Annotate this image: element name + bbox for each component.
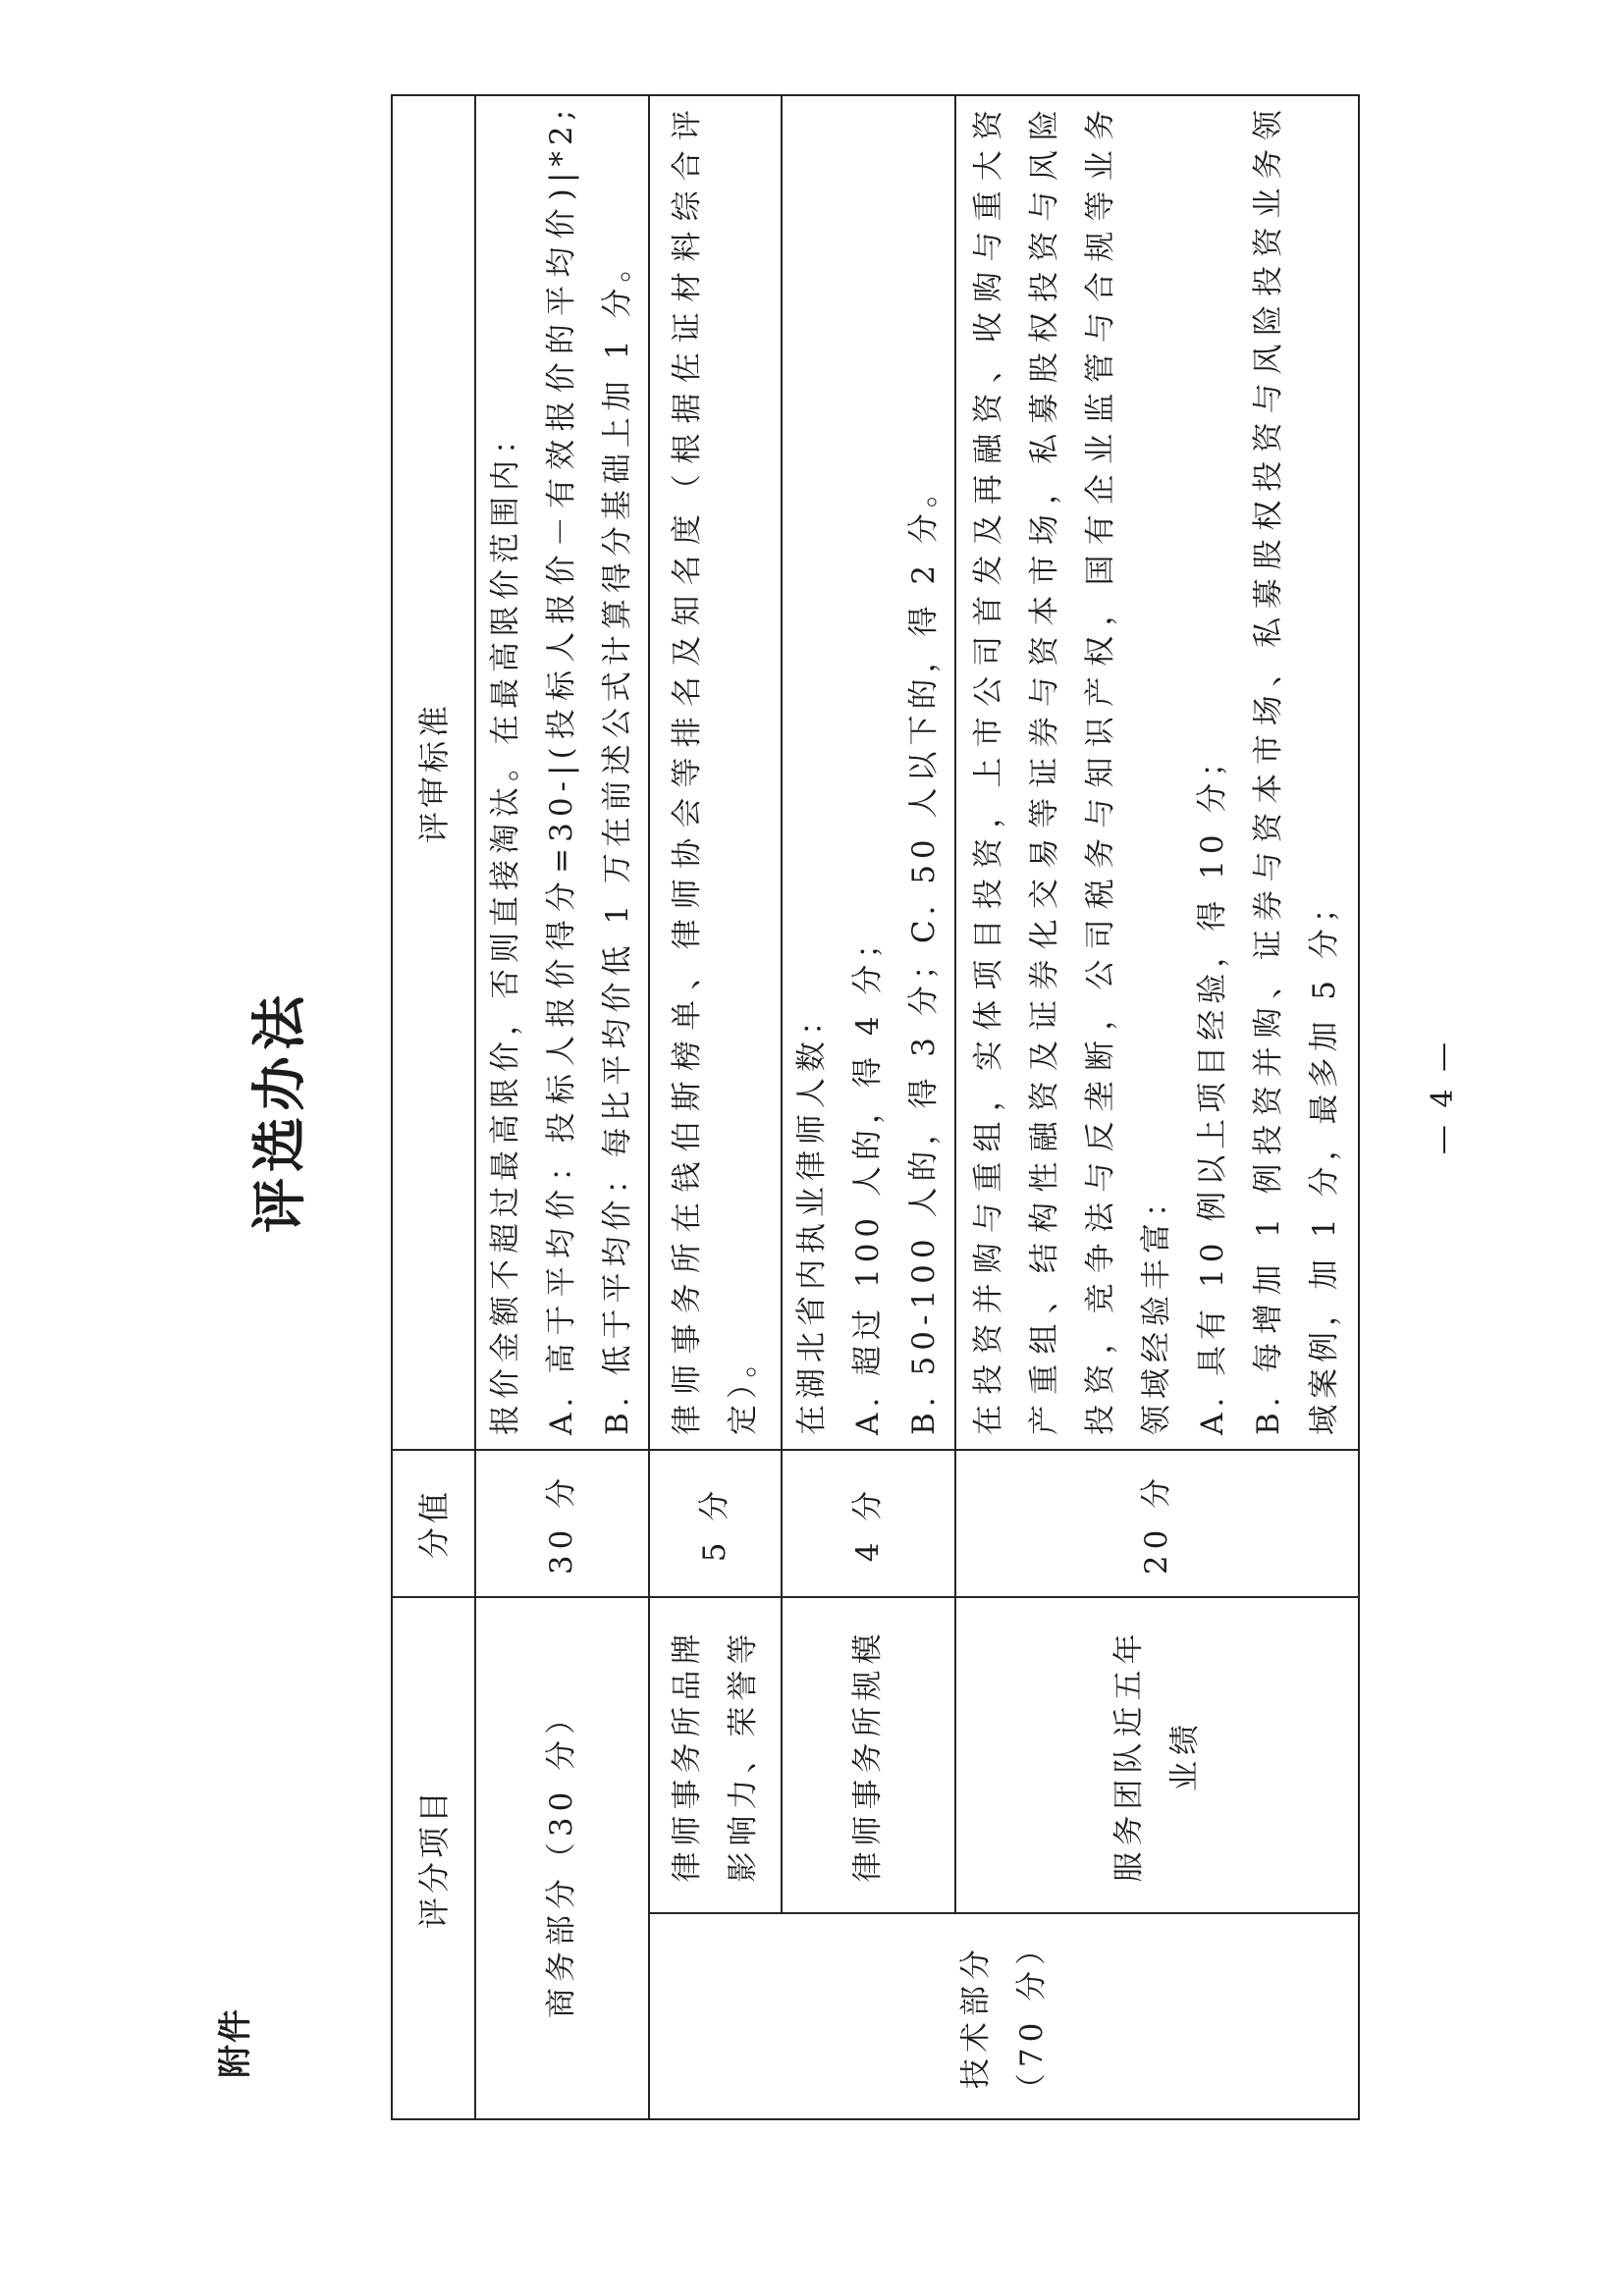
criteria-line: A. 具有 10 例以上项目经验，得 10 分； <box>1195 740 1230 1435</box>
category-cell-technical <box>649 1913 1359 2119</box>
score-cell <box>955 1450 1359 1597</box>
criteria-line: 域案例，加 1 分，最多加 5 分； <box>1307 886 1342 1435</box>
criteria-line: 产重组、结构性融资及证券化交易等证券与资本市场，私募股权投资与风险 <box>1027 103 1062 1435</box>
criteria-cell <box>782 95 955 1450</box>
table-row-team <box>955 95 1359 2119</box>
page-number: — 4 — <box>1426 1038 1460 1155</box>
criteria-line: A. 高于平均价：投标人报价得分=30-|(投标人报价－有效报价的平均价)|*2; <box>544 103 579 1435</box>
category-score: （70 分） <box>1013 1928 1050 2105</box>
item-cell <box>782 1597 955 1913</box>
item-cell <box>955 1597 1359 1913</box>
score-cell <box>475 1450 649 1597</box>
item-name: 服务团队近五年 <box>1110 1628 1147 1883</box>
criteria-line: 定）。 <box>725 1341 761 1435</box>
score-cell <box>782 1450 955 1597</box>
criteria-line: B. 50-100 人的，得 3 分；C. 50 人以下的，得 2 分。 <box>906 471 942 1435</box>
item-cell <box>475 1597 649 2119</box>
criteria-line: 报价金额不超过最高限价，否则直接淘汰。在最高限价范围内： <box>488 417 523 1435</box>
attachment-label: 附件 <box>216 2007 255 2078</box>
header-score: 分值 <box>392 1450 475 1597</box>
page-title: 评选办法 <box>247 989 312 1233</box>
criteria-cell <box>649 95 782 1450</box>
scoring-table <box>391 94 1360 2120</box>
header-item: 评分项目 <box>392 1597 475 2119</box>
criteria-cell <box>955 95 1359 1450</box>
criteria-cell <box>475 95 649 1450</box>
item-name: 律师事务所品牌 <box>669 1628 705 1883</box>
item-name: 业绩 <box>1166 1719 1203 1791</box>
score-value: 30 分 <box>544 1471 579 1575</box>
criteria-line: 律师事务所在钱伯斯榜单、律师协会等排名及知名度（根据佐证材料综合评 <box>669 103 705 1435</box>
criteria-line: B. 每增加 1 例投资并购、证券与资本市场、私募股权投资与风险投资业务领 <box>1251 103 1286 1435</box>
table-row-scale <box>782 95 955 2119</box>
item-name: 律师事务所规模 <box>850 1628 886 1883</box>
item-cell <box>649 1597 782 1913</box>
criteria-line: 投资，竞争法与反垄断，公司税务与知识产权，国有企业监管与合规等业务 <box>1083 103 1118 1435</box>
score-value: 4 分 <box>850 1484 886 1563</box>
criteria-line: 领域经验丰富： <box>1139 1180 1174 1435</box>
item-name: 商务部分（30 分） <box>544 1697 579 2019</box>
score-value: 5 分 <box>697 1484 732 1563</box>
table-row-business <box>475 95 649 2119</box>
criteria-line: A. 超过 100 人的，得 4 分； <box>850 922 886 1435</box>
criteria-line: 在湖北省内执业律师人数： <box>794 998 830 1435</box>
criteria-line: 在投资并购与重组，实体项目投资，上市公司首发及再融资、收购与重大资 <box>971 103 1006 1435</box>
category-name: 技术部分 <box>957 1944 994 2089</box>
score-value: 20 分 <box>1139 1471 1174 1575</box>
table-header-row <box>392 95 475 2119</box>
score-cell <box>649 1450 782 1597</box>
header-criteria: 评审标准 <box>392 95 475 1450</box>
table-row-brand <box>649 95 782 2119</box>
criteria-line: B. 低于平均价：每比平均价低 1 万在前述公式计算得分基础上加 1 分。 <box>600 245 635 1435</box>
item-name: 影响力、荣誉等 <box>725 1628 761 1883</box>
